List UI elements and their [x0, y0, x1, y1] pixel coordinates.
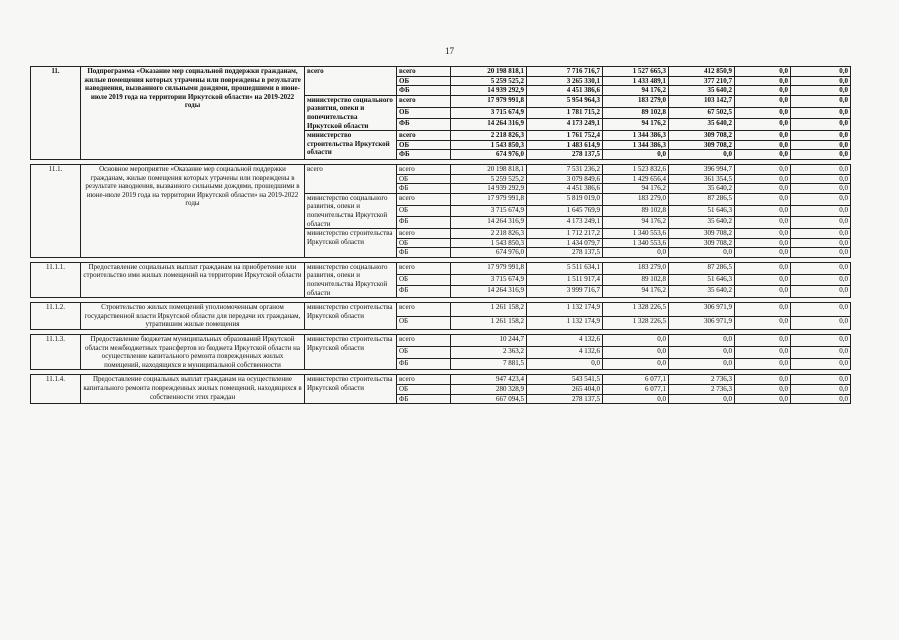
amount-cell: 0,0 [735, 229, 791, 239]
amount-cell: 0,0 [735, 95, 791, 107]
amount-cell: 51 646,3 [669, 205, 735, 217]
row-index: 11.1. [31, 164, 81, 257]
amount-cell: 0,0 [791, 346, 851, 358]
funding-source: ФБ [397, 358, 451, 370]
amount-cell: 10 244,7 [451, 335, 527, 347]
amount-cell: 1 328 226,5 [603, 303, 669, 316]
amount-cell: 35 640,2 [669, 86, 735, 96]
amount-cell: 7 716 716,7 [527, 67, 603, 77]
amount-cell: 0,0 [735, 274, 791, 286]
amount-cell: 3 265 330,1 [527, 76, 603, 86]
amount-cell: 1 132 174,9 [527, 316, 603, 329]
amount-cell: 20 198 818,1 [451, 164, 527, 174]
funding-source: ФБ [397, 394, 451, 404]
amount-cell: 17 979 991,8 [451, 95, 527, 107]
amount-cell: 1 543 850,3 [451, 140, 527, 150]
row-index: 11.1.3. [31, 335, 81, 370]
amount-cell: 3 715 674,9 [451, 205, 527, 217]
amount-cell: 17 979 991,8 [451, 193, 527, 205]
amount-cell: 0,0 [669, 335, 735, 347]
amount-cell: 4 451 386,6 [527, 86, 603, 96]
amount-cell: 0,0 [735, 205, 791, 217]
amount-cell: 35 640,2 [669, 217, 735, 229]
amount-cell: 87 286,5 [669, 262, 735, 274]
amount-cell: 2 218 826,3 [451, 229, 527, 239]
amount-cell: 87 286,5 [669, 193, 735, 205]
amount-cell: 0,0 [791, 107, 851, 119]
executor-name: министерство социального развития, опеки и попечительства Иркутской области [305, 193, 397, 228]
amount-cell: 4 132,6 [527, 346, 603, 358]
amount-cell: 1 132 174,9 [527, 303, 603, 316]
amount-cell: 0,0 [791, 131, 851, 141]
amount-cell: 265 404,0 [527, 385, 603, 395]
amount-cell: 0,0 [735, 107, 791, 119]
funding-source: всего [397, 335, 451, 347]
executor-name: министерство строительства Иркутской области [305, 229, 397, 258]
amount-cell: 89 102,8 [603, 205, 669, 217]
amount-cell: 89 102,8 [603, 274, 669, 286]
amount-cell: 14 264 316,9 [451, 119, 527, 131]
amount-cell: 1 527 665,3 [603, 67, 669, 77]
amount-cell: 0,0 [735, 140, 791, 150]
amount-cell: 0,0 [791, 316, 851, 329]
amount-cell: 0,0 [603, 335, 669, 347]
amount-cell: 7 531 236,2 [527, 164, 603, 174]
executor-name: всего [305, 67, 397, 96]
amount-cell: 94 176,2 [603, 286, 669, 298]
amount-cell: 0,0 [791, 358, 851, 370]
amount-cell: 94 176,2 [603, 119, 669, 131]
amount-cell: 0,0 [603, 248, 669, 258]
amount-cell: 0,0 [735, 303, 791, 316]
amount-cell: 0,0 [735, 335, 791, 347]
funding-source: ФБ [397, 86, 451, 96]
amount-cell: 0,0 [735, 375, 791, 385]
funding-source: ОБ [397, 174, 451, 184]
amount-cell: 1 511 917,4 [527, 274, 603, 286]
amount-cell: 309 708,2 [669, 229, 735, 239]
amount-cell: 0,0 [735, 316, 791, 329]
amount-cell: 0,0 [669, 358, 735, 370]
amount-cell: 306 971,9 [669, 316, 735, 329]
amount-cell: 1 523 832,6 [603, 164, 669, 174]
amount-cell: 0,0 [791, 164, 851, 174]
funding-source: ФБ [397, 184, 451, 194]
funding-source: ОБ [397, 107, 451, 119]
table-row [31, 303, 851, 316]
funding-source: ФБ [397, 248, 451, 258]
amount-cell: 51 646,3 [669, 274, 735, 286]
amount-cell: 5 819 019,0 [527, 193, 603, 205]
amount-cell: 4 451 386,6 [527, 184, 603, 194]
funding-source: ФБ [397, 286, 451, 298]
funding-source: ОБ [397, 274, 451, 286]
amount-cell: 14 939 292,9 [451, 184, 527, 194]
amount-cell: 5 259 525,2 [451, 76, 527, 86]
amount-cell: 1 344 386,3 [603, 131, 669, 141]
amount-cell: 0,0 [735, 286, 791, 298]
amount-cell: 1 761 752,4 [527, 131, 603, 141]
amount-cell: 0,0 [735, 385, 791, 395]
amount-cell: 0,0 [791, 184, 851, 194]
table-row [31, 375, 851, 385]
amount-cell: 412 850,9 [669, 67, 735, 77]
executor-name: министерство строительства Иркутской области [305, 131, 397, 160]
amount-cell: 103 142,7 [669, 95, 735, 107]
amount-cell: 0,0 [669, 150, 735, 160]
amount-cell: 0,0 [527, 358, 603, 370]
amount-cell: 1 344 386,3 [603, 140, 669, 150]
amount-cell: 0,0 [735, 86, 791, 96]
amount-cell: 0,0 [791, 174, 851, 184]
amount-cell: 0,0 [791, 375, 851, 385]
amount-cell: 0,0 [735, 184, 791, 194]
amount-cell: 183 279,0 [603, 262, 669, 274]
amount-cell: 6 077,1 [603, 375, 669, 385]
amount-cell: 543 541,5 [527, 375, 603, 385]
amount-cell: 1 340 553,6 [603, 238, 669, 248]
executor-name: всего [305, 164, 397, 193]
amount-cell: 0,0 [669, 394, 735, 404]
table-row [31, 262, 851, 274]
amount-cell: 0,0 [735, 150, 791, 160]
amount-cell: 2 218 826,3 [451, 131, 527, 141]
amount-cell: 2 736,3 [669, 385, 735, 395]
program-name: Подпрограмма «Оказание мер социальной поддержки гражданам, жилые помещения которых утрачены или повреждены в результате наводнения, вызванного сильными дождями, прошедшими в июне-июле 2019 года на территории Иркутской области» на 2019-2022 годы [81, 67, 305, 160]
amount-cell: 14 264 316,9 [451, 217, 527, 229]
amount-cell: 6 077,1 [603, 385, 669, 395]
amount-cell: 361 354,5 [669, 174, 735, 184]
funding-source: ОБ [397, 316, 451, 329]
executor-name: министерство строительства Иркутской области [305, 335, 397, 370]
amount-cell: 0,0 [791, 248, 851, 258]
amount-cell: 0,0 [735, 394, 791, 404]
amount-cell: 0,0 [791, 262, 851, 274]
amount-cell: 0,0 [735, 76, 791, 86]
amount-cell: 0,0 [791, 193, 851, 205]
amount-cell: 3 715 674,9 [451, 274, 527, 286]
amount-cell: 1 543 850,3 [451, 238, 527, 248]
program-name: Предоставление бюджетам муниципальных образований Иркутской области межбюджетных трансфертов из бюджета Иркутской области на осуществление капитального ремонта поврежденных жилых помещений, находящихся в муниципальной собственности [81, 335, 305, 370]
amount-cell: 4 173 249,1 [527, 217, 603, 229]
amount-cell: 674 976,0 [451, 150, 527, 160]
amount-cell: 0,0 [735, 346, 791, 358]
amount-cell: 0,0 [735, 131, 791, 141]
amount-cell: 1 261 158,2 [451, 316, 527, 329]
amount-cell: 306 971,9 [669, 303, 735, 316]
amount-cell: 14 939 292,9 [451, 86, 527, 96]
amount-cell: 0,0 [735, 358, 791, 370]
amount-cell: 0,0 [603, 358, 669, 370]
amount-cell: 94 176,2 [603, 217, 669, 229]
table-row [31, 164, 851, 174]
amount-cell: 2 736,3 [669, 375, 735, 385]
amount-cell: 5 954 964,3 [527, 95, 603, 107]
amount-cell: 0,0 [791, 385, 851, 395]
amount-cell: 35 640,2 [669, 119, 735, 131]
funding-source: ОБ [397, 76, 451, 86]
amount-cell: 1 261 158,2 [451, 303, 527, 316]
funding-source: всего [397, 303, 451, 316]
amount-cell: 0,0 [735, 238, 791, 248]
amount-cell: 3 715 674,9 [451, 107, 527, 119]
page-number: 17 [445, 46, 454, 56]
row-index: 11.1.4. [31, 375, 81, 404]
amount-cell: 1 340 553,6 [603, 229, 669, 239]
amount-cell: 0,0 [791, 119, 851, 131]
executor-name: министерство строительства Иркутской области [305, 375, 397, 404]
funding-source: всего [397, 131, 451, 141]
amount-cell: 35 640,2 [669, 184, 735, 194]
amount-cell: 674 976,0 [451, 248, 527, 258]
amount-cell: 309 708,2 [669, 131, 735, 141]
amount-cell: 0,0 [669, 248, 735, 258]
amount-cell: 0,0 [669, 346, 735, 358]
amount-cell: 280 328,9 [451, 385, 527, 395]
funding-source: ОБ [397, 238, 451, 248]
row-index: 11.1.1. [31, 262, 81, 297]
funding-source: ФБ [397, 119, 451, 131]
executor-name: министерство строительства Иркутской области [305, 303, 397, 330]
amount-cell: 1 645 769,9 [527, 205, 603, 217]
amount-cell: 0,0 [603, 150, 669, 160]
funding-source: ОБ [397, 385, 451, 395]
amount-cell: 94 176,2 [603, 184, 669, 194]
row-index: 11.1.2. [31, 303, 81, 330]
amount-cell: 4 173 249,1 [527, 119, 603, 131]
amount-cell: 1 712 217,2 [527, 229, 603, 239]
amount-cell: 183 279,0 [603, 95, 669, 107]
amount-cell: 0,0 [791, 67, 851, 77]
executor-name: министерство социального развития, опеки и попечительства Иркутской области [305, 262, 397, 297]
funding-source: всего [397, 67, 451, 77]
funding-source: всего [397, 262, 451, 274]
program-name: Строительство жилых помещений уполномоченным органом государственной власти Иркутской области для передачи их гражданам, утратившим жилые помещения [81, 303, 305, 330]
amount-cell: 17 979 991,8 [451, 262, 527, 274]
amount-cell: 5 259 525,2 [451, 174, 527, 184]
funding-source: ФБ [397, 150, 451, 160]
amount-cell: 1 781 715,2 [527, 107, 603, 119]
program-name: Предоставление социальных выплат гражданам на осуществление капитального ремонта поврежденных жилых помещений, находящихся в собственности этих граждан [81, 375, 305, 404]
amount-cell: 309 708,2 [669, 140, 735, 150]
amount-cell: 3 999 716,7 [527, 286, 603, 298]
amount-cell: 0,0 [603, 394, 669, 404]
table-row [31, 67, 851, 77]
amount-cell: 0,0 [735, 164, 791, 174]
amount-cell: 278 137,5 [527, 150, 603, 160]
funding-source: всего [397, 95, 451, 107]
funding-source: всего [397, 164, 451, 174]
amount-cell: 0,0 [791, 205, 851, 217]
amount-cell: 667 094,5 [451, 394, 527, 404]
program-name: Основное мероприятие «Оказание мер социальной поддержки гражданам, жилые помещения которых утрачены или повреждены в результате наводнения, вызванного сильными дождями, прошедшими в июне-июле 2019 года на территории Иркутской области» на 2019-2022 годы [81, 164, 305, 257]
amount-cell: 0,0 [791, 140, 851, 150]
amount-cell: 309 708,2 [669, 238, 735, 248]
amount-cell: 0,0 [791, 274, 851, 286]
program-name: Предоставление социальных выплат гражданам на приобретение или строительство ими жилых помещений на территории Иркутской области [81, 262, 305, 297]
amount-cell: 0,0 [735, 174, 791, 184]
amount-cell: 1 433 489,1 [603, 76, 669, 86]
amount-cell: 1 328 226,5 [603, 316, 669, 329]
amount-cell: 3 079 849,6 [527, 174, 603, 184]
amount-cell: 2 363,2 [451, 346, 527, 358]
amount-cell: 0,0 [791, 86, 851, 96]
amount-cell: 0,0 [791, 95, 851, 107]
executor-name: министерство социального развития, опеки и попечительства Иркутской области [305, 95, 397, 130]
table-row [31, 335, 851, 347]
amount-cell: 947 423,4 [451, 375, 527, 385]
funding-source: всего [397, 193, 451, 205]
amount-cell: 278 137,5 [527, 248, 603, 258]
row-index: 11. [31, 67, 81, 160]
amount-cell: 0,0 [791, 150, 851, 160]
amount-cell: 377 210,7 [669, 76, 735, 86]
amount-cell: 0,0 [735, 67, 791, 77]
funding-source: ОБ [397, 346, 451, 358]
budget-table [30, 66, 851, 404]
amount-cell: 0,0 [735, 193, 791, 205]
amount-cell: 1 434 079,7 [527, 238, 603, 248]
amount-cell: 0,0 [791, 238, 851, 248]
amount-cell: 183 279,0 [603, 193, 669, 205]
funding-source: всего [397, 375, 451, 385]
funding-source: ОБ [397, 205, 451, 217]
amount-cell: 0,0 [791, 394, 851, 404]
amount-cell: 94 176,2 [603, 86, 669, 96]
funding-source: ФБ [397, 217, 451, 229]
amount-cell: 0,0 [735, 217, 791, 229]
amount-cell: 0,0 [791, 303, 851, 316]
amount-cell: 14 264 316,9 [451, 286, 527, 298]
amount-cell: 0,0 [791, 286, 851, 298]
amount-cell: 1 429 656,4 [603, 174, 669, 184]
amount-cell: 278 137,5 [527, 394, 603, 404]
amount-cell: 0,0 [791, 217, 851, 229]
funding-source: всего [397, 229, 451, 239]
amount-cell: 0,0 [791, 76, 851, 86]
amount-cell: 20 198 818,1 [451, 67, 527, 77]
amount-cell: 4 132,6 [527, 335, 603, 347]
funding-source: ОБ [397, 140, 451, 150]
amount-cell: 0,0 [791, 335, 851, 347]
amount-cell: 67 502,5 [669, 107, 735, 119]
amount-cell: 89 102,8 [603, 107, 669, 119]
amount-cell: 0,0 [735, 248, 791, 258]
amount-cell: 0,0 [791, 229, 851, 239]
amount-cell: 7 881,5 [451, 358, 527, 370]
amount-cell: 1 483 614,9 [527, 140, 603, 150]
amount-cell: 0,0 [735, 119, 791, 131]
amount-cell: 35 640,2 [669, 286, 735, 298]
amount-cell: 396 994,7 [669, 164, 735, 174]
amount-cell: 0,0 [735, 262, 791, 274]
amount-cell: 5 511 634,1 [527, 262, 603, 274]
amount-cell: 0,0 [603, 346, 669, 358]
